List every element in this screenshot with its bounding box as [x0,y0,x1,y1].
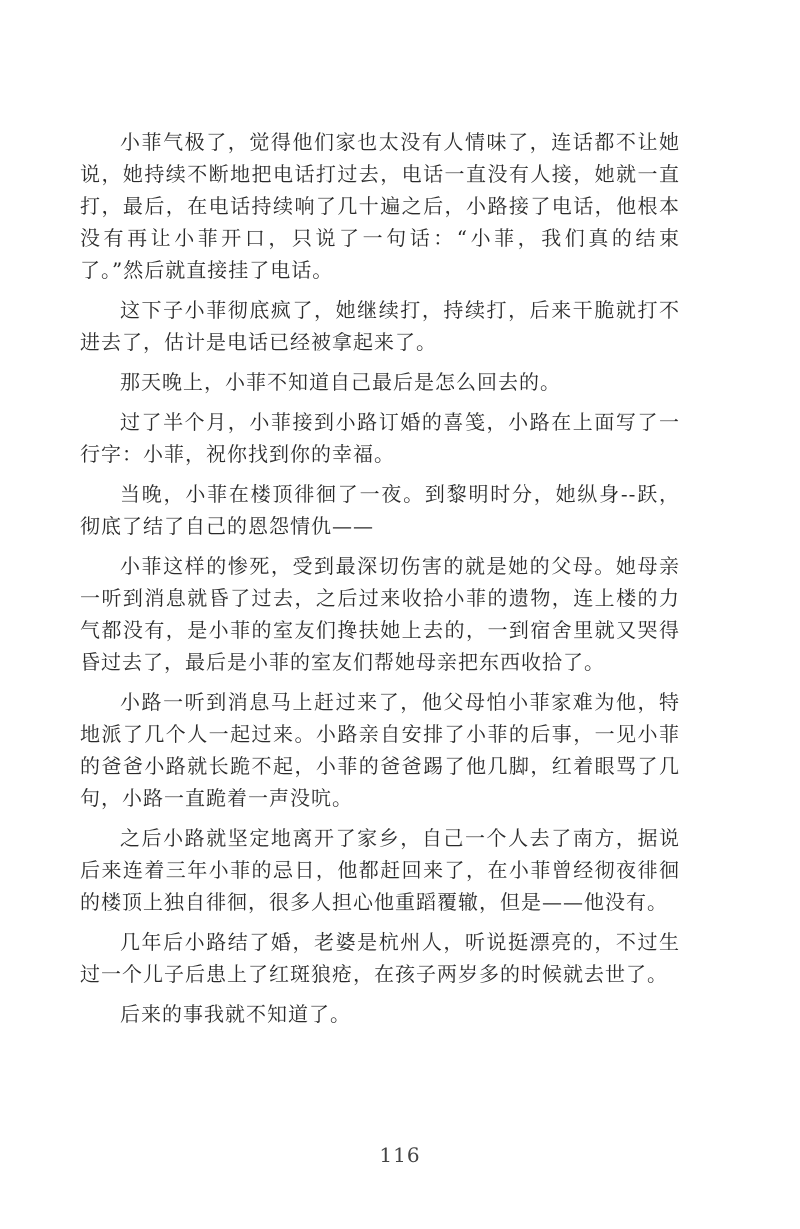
paragraph: 当晚，小菲在楼顶徘徊了一夜。到黎明时分，她纵身--跃，彻底了结了自己的恩怨情仇—— [80,482,680,538]
page-number: 116 [379,1143,421,1167]
paragraph: 小菲这样的惨死，受到最深切伤害的就是她的父母。她母亲一听到消息就昏了过去，之后过来收拾小菲的遗物，连上楼的力气都没有，是小菲的室友们搀扶她上去的，一到宿舍里就又哭得昏过去了，最后是小菲的室友们帮她母亲把东西收拾了。 [80,554,680,674]
paragraph: 过了半个月，小菲接到小路订婚的喜笺，小路在上面写了一行字：小菲，祝你找到你的幸福。 [80,410,680,466]
paragraph: 之后小路就坚定地离开了家乡，自己一个人去了南方，据说后来连着三年小菲的忌日，他都赶回来了，在小菲曾经彻夜徘徊的楼顶上独自徘徊，很多人担心他重蹈覆辙，但是——他没有。 [80,826,680,914]
paragraph: 那天晚上，小菲不知道自己最后是怎么回去的。 [120,370,561,394]
paragraph: 小菲气极了，觉得他们家也太没有人情味了，连话都不让她说，她持续不断地把电话打过去，电话一直没有人接，她就一直打，最后，在电话持续响了几十遍之后，小路接了电话，他根本没有再让小菲开口，只说了一句话：“小菲，我们真的结束了。”然后就直接挂了电话。 [80,130,680,282]
paragraph: 这下子小菲彻底疯了，她继续打，持续打，后来干脆就打不进去了，估计是电话已经被拿起来了。 [80,298,680,354]
paragraph: 小路一听到消息马上赶过来了，他父母怕小菲家难为他，特地派了几个人一起过来。小路亲自安排了小菲的后事，一见小菲的爸爸小路就长跪不起，小菲的爸爸踢了他几脚，红着眼骂了几句，小路一直跪着一声没吭。 [80,690,680,810]
page-body [80,126,680,1038]
paragraph: 后来的事我就不知道了。 [120,1002,351,1026]
paragraph: 几年后小路结了婚，老婆是杭州人，听说挺漂亮的，不过生过一个儿子后患上了红斑狼疮，在孩子两岁多的时候就去世了。 [80,930,680,986]
